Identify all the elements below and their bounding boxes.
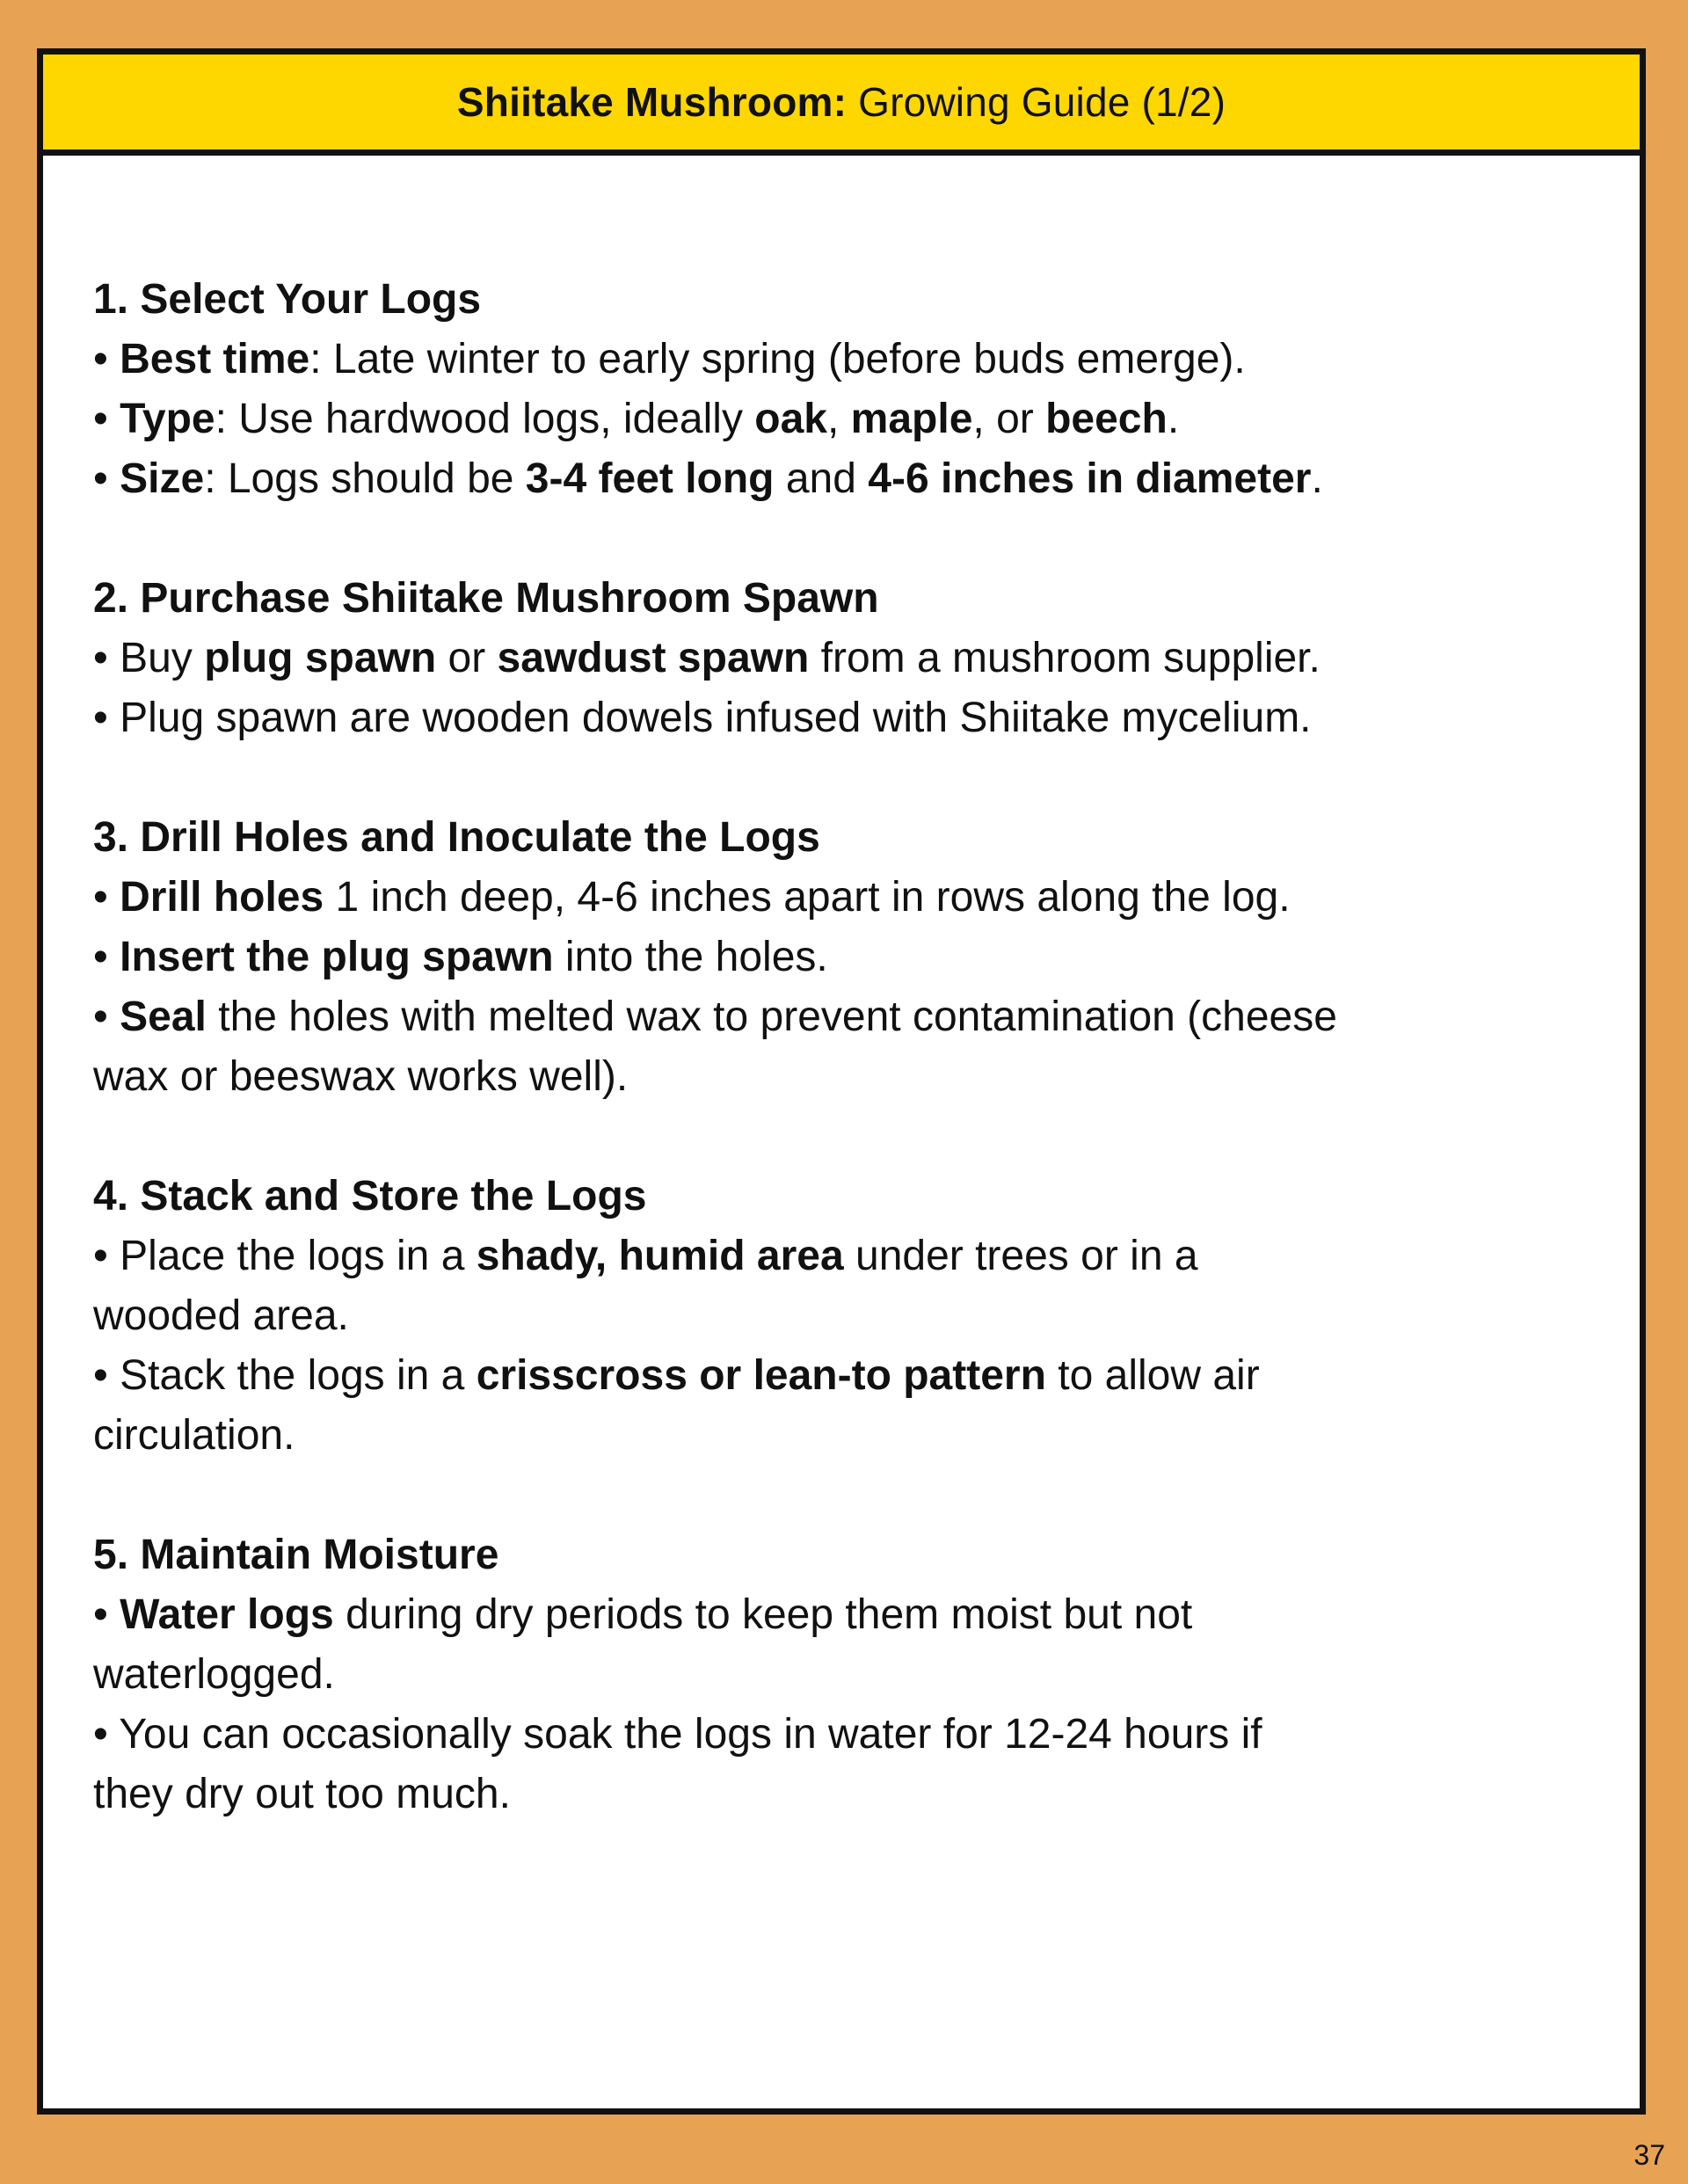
text-run: • bbox=[93, 455, 120, 502]
list-item bbox=[93, 1346, 1342, 1466]
bold-text: Size bbox=[120, 455, 205, 502]
list-item bbox=[93, 1227, 1342, 1346]
section-heading: 4. Stack and Store the Logs bbox=[93, 1173, 647, 1219]
bold-text: plug spawn bbox=[204, 635, 437, 681]
title-banner bbox=[43, 55, 1640, 156]
text-run: . bbox=[1311, 455, 1323, 502]
text-run: and bbox=[774, 455, 869, 502]
text-run: , or bbox=[972, 396, 1046, 442]
bold-text: Best time bbox=[120, 336, 310, 382]
bold-text: oak bbox=[754, 396, 827, 442]
text-run: under trees or in a wooded area. bbox=[93, 1233, 1198, 1339]
text-run: . bbox=[1167, 396, 1180, 442]
text-run: • bbox=[93, 934, 120, 980]
text-run: • bbox=[93, 336, 120, 382]
list-item bbox=[93, 629, 1342, 688]
list-item bbox=[93, 1585, 1342, 1705]
list-item bbox=[93, 928, 1342, 987]
section-heading: 3. Drill Holes and Inoculate the Logs bbox=[93, 814, 820, 861]
title-rest-part: Growing Guide (1/2) bbox=[858, 79, 1226, 125]
text-run: the holes with melted wax to prevent contamination (cheese wax or beeswax works well). bbox=[93, 994, 1337, 1100]
bold-text: 4-6 inches in diameter bbox=[868, 455, 1312, 502]
text-run: : Use hardwood logs, ideally bbox=[215, 396, 755, 442]
list-item bbox=[93, 389, 1342, 449]
section-purchase-spawn bbox=[93, 569, 1342, 748]
page-number: 37 bbox=[1633, 2139, 1665, 2171]
text-run: 1 inch deep, 4-6 inches apart in rows along the log. bbox=[324, 874, 1291, 921]
text-run: during dry periods to keep them moist but not waterlogged. bbox=[93, 1591, 1193, 1698]
text-run: , bbox=[827, 396, 851, 442]
title-bold-part: Shiitake Mushroom: bbox=[456, 79, 848, 125]
list-item bbox=[93, 1705, 1342, 1824]
text-run: • You can occasionally soak the logs in water for 12-24 hours if they dry out too much. bbox=[93, 1711, 1262, 1817]
guide-card bbox=[37, 48, 1646, 2115]
text-run: • bbox=[93, 874, 120, 921]
text-run: • Plug spawn are wooden dowels infused with Shiitake mycelium. bbox=[93, 695, 1312, 741]
text-run: • Place the logs in a bbox=[93, 1233, 477, 1279]
section-heading: 5. Maintain Moisture bbox=[93, 1532, 499, 1578]
bold-text: Drill holes bbox=[120, 874, 324, 921]
text-run: • bbox=[93, 994, 120, 1040]
text-run: • Buy bbox=[93, 635, 205, 681]
text-run: : Late winter to early spring (before buds emerge). bbox=[309, 336, 1246, 382]
list-item bbox=[93, 330, 1342, 389]
bold-text: Type bbox=[120, 396, 215, 442]
section-heading: 2. Purchase Shiitake Mushroom Spawn bbox=[93, 575, 879, 622]
bold-text: Insert the plug spawn bbox=[120, 934, 554, 980]
section-select-logs bbox=[93, 270, 1342, 509]
text-run: to allow air circulation. bbox=[93, 1352, 1260, 1459]
section-heading: 1. Select Your Logs bbox=[93, 276, 482, 323]
text-run: from a mushroom supplier. bbox=[809, 635, 1321, 681]
text-run: • bbox=[93, 1591, 120, 1638]
section-maintain-moisture bbox=[93, 1525, 1342, 1824]
list-item bbox=[93, 449, 1342, 509]
bold-text: maple bbox=[850, 396, 973, 442]
list-item bbox=[93, 688, 1342, 748]
bold-text: Seal bbox=[120, 994, 207, 1040]
text-run: or bbox=[436, 635, 498, 681]
bold-text: shady, humid area bbox=[476, 1233, 844, 1279]
text-run: • Stack the logs in a bbox=[93, 1352, 477, 1399]
text-run: into the holes. bbox=[553, 934, 828, 980]
list-item bbox=[93, 987, 1342, 1107]
bold-text: Water logs bbox=[120, 1591, 334, 1638]
bold-text: beech bbox=[1045, 396, 1168, 442]
text-run: : Logs should be bbox=[204, 455, 526, 502]
section-stack-store bbox=[93, 1167, 1342, 1466]
text-run: • bbox=[93, 396, 120, 442]
section-drill-inoculate bbox=[93, 808, 1342, 1107]
bold-text: 3-4 feet long bbox=[525, 455, 775, 502]
guide-content bbox=[43, 156, 1342, 1824]
list-item bbox=[93, 868, 1342, 928]
bold-text: crisscross or lean-to pattern bbox=[476, 1352, 1046, 1399]
bold-text: sawdust spawn bbox=[497, 635, 810, 681]
